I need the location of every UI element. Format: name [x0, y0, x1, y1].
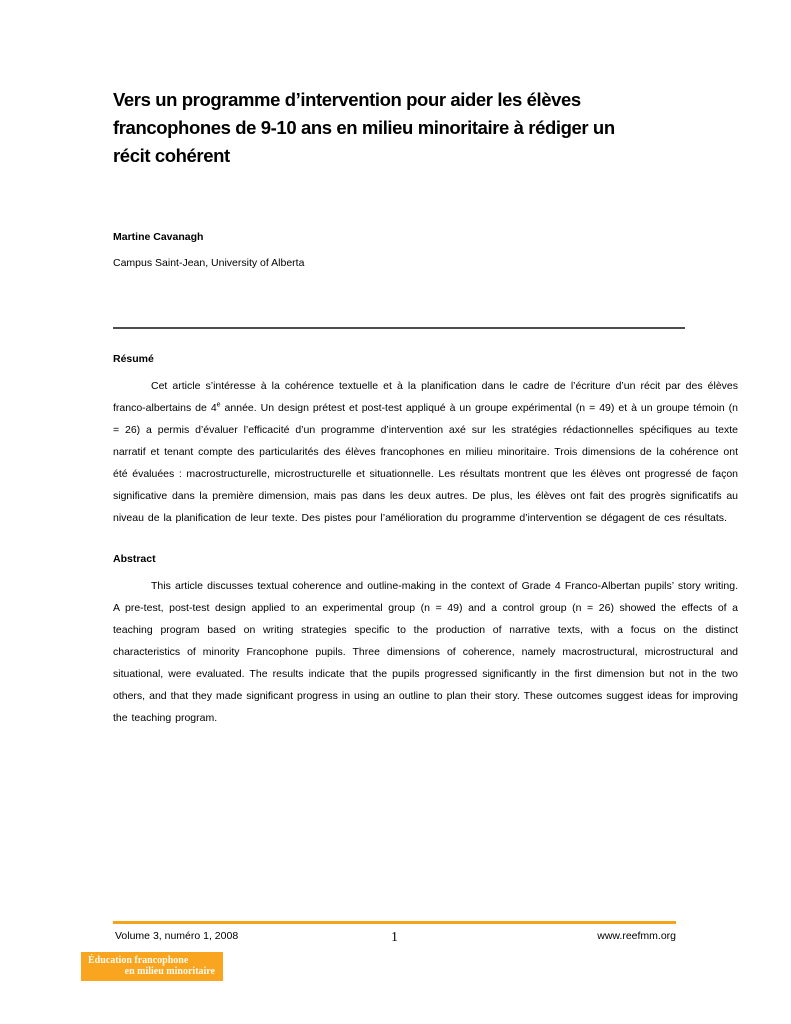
- article-title: [113, 86, 738, 170]
- footer-volume-info: Volume 3, numéro 1, 2008: [115, 930, 239, 942]
- resume-text-end: année. Un design prétest et post-test appliqué à un groupe expérimental (n = 49) et à un groupe témoin (n = 26) a permis d’évaluer l’efficacité d’un programme d’intervention axé sur les stratégies rédactionnelles spécifiques au texte narratif et tenant compte des particularités des élèves francophones en milieu minoritaire. Trois dimensions de la cohérence ont été évaluées : macrostructurelle, microstructurelle et situationnelle. Les résultats montrent que les élèves ont progressé de façon significative dans la première dimension, mais pas dans les deux autres. De plus, les élèves ont fait des progrès significatifs au niveau de la planification de leur texte. Des pistes pour l’amélioration du programme d’intervention se dégagent de ces résultats.: [113, 402, 739, 524]
- article-title-line: récit cohérent: [113, 145, 230, 166]
- content-column: [113, 0, 738, 729]
- resume-text-start: Cet article s’intéresse à la cohérence textuelle et à la planification dans le cadre de l’écriture d’un récit par des élèves franco-albertains de 4: [113, 380, 738, 414]
- article-title-line: Vers un programme d’intervention pour aider les élèves: [113, 89, 581, 110]
- journal-logo-line1: Éducation francophone: [88, 955, 189, 966]
- author-affiliation: Campus Saint-Jean, University of Alberta: [113, 257, 305, 269]
- footer-page-number: 1: [391, 929, 398, 944]
- footer-rule: [113, 921, 676, 924]
- section-divider: [113, 327, 685, 329]
- journal-logo-line2: en milieu minoritaire: [124, 966, 215, 977]
- website-link[interactable]: www.reefmm.org: [597, 930, 676, 942]
- author-name: Martine Cavanagh: [113, 231, 204, 243]
- abstract-heading: Abstract: [113, 553, 156, 565]
- abstract-paragraph: This article discusses textual coherence and outline-making in the context of Grade 4 Franco-Albertan pupils’ story writing. A pre-test, post-test design applied to an experimental group (n = 49) and a control group (n = 26) showed the effects of a teaching program based on writing strategies specific to the production of narrative texts, with a focus on the distinct characteristics of minority Francophone pupils. Three dimensions of coherence, namely macrostructural, microstructural and situational, were evaluated. The results indicate that the pupils progressed significantly in the first dimension but not in the two others, and that they made significant progress in using an outline to plan their story. These outcomes suggest ideas for improving the teaching program.: [113, 580, 738, 724]
- article-title-line: francophones de 9-10 ans en milieu minoritaire à rédiger un: [113, 117, 615, 138]
- resume-paragraph: [113, 375, 738, 529]
- ordinal-superscript: e: [216, 401, 221, 409]
- journal-logo: [81, 952, 223, 981]
- resume-heading: Résumé: [113, 353, 154, 365]
